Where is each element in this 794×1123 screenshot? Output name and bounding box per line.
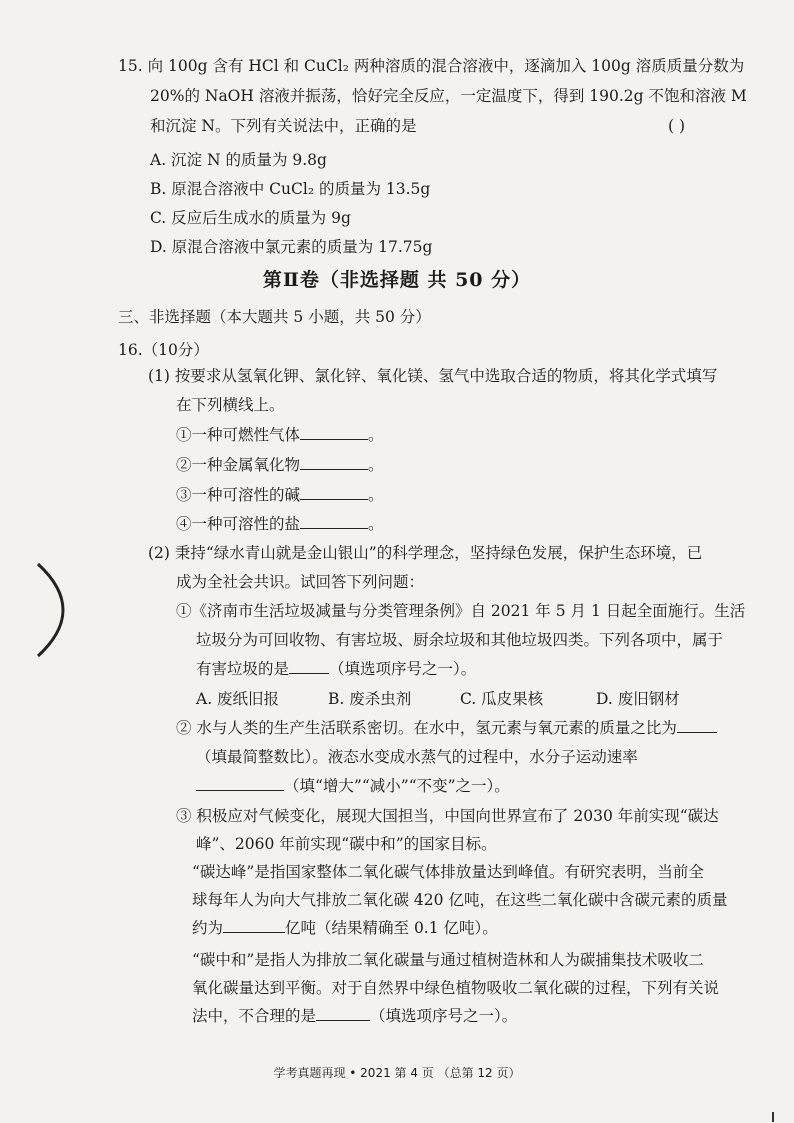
q16-s3-line8 — [192, 1006, 517, 1026]
q16-p1-line2: 在下列横线上。 — [176, 396, 285, 414]
q16-s1-line1: ①《济南市生活垃圾减量与分类管理条例》自 2021 年 5 月 1 日起全面施行。生活 — [176, 602, 746, 620]
answer-blank[interactable] — [300, 514, 368, 529]
period: 。 — [368, 486, 384, 504]
q16-p1-item2 — [176, 455, 384, 475]
q16-s3-line2: 峰”、2060 年前实现“碳中和”的国家目标。 — [196, 835, 497, 853]
q16-number: 16.（10分） — [118, 341, 209, 359]
q16-p2-line2: 成为全社会共识。试回答下列问题： — [176, 573, 425, 591]
s3-prompt-b: 法中，不合理的是 — [192, 1007, 317, 1025]
period: 。 — [368, 515, 384, 533]
q15-answer-paren: ( ) — [668, 117, 686, 135]
period: 。 — [368, 456, 384, 474]
s2-prompt: ② 水与人类的生产生活联系密切。在水中，氢元素与氧元素的质量之比为 — [176, 719, 677, 737]
answer-blank[interactable] — [223, 918, 285, 933]
part3-heading: 三、非选择题（本大题共 5 小题，共 50 分） — [118, 308, 431, 326]
edge-mark — [772, 1112, 774, 1122]
section-title: 第Ⅱ卷（非选择题 共 50 分） — [262, 269, 532, 291]
option-a: A. 废纸旧报 — [196, 690, 280, 708]
s2-instruction: （填“增大”“减小”“不变”之一）。 — [284, 777, 510, 795]
q15-option-c: C. 反应后生成水的质量为 9g — [150, 209, 351, 227]
answer-blank[interactable] — [289, 659, 329, 674]
q15-option-d: D. 原混合溶液中氯元素的质量为 17.75g — [150, 238, 433, 256]
option-c: C. 瓜皮果核 — [460, 690, 544, 708]
item-label: ④一种可溶性的盐 — [176, 515, 301, 533]
answer-blank[interactable] — [300, 425, 368, 440]
q15-option-a: A. 沉淀 N 的质量为 9.8g — [150, 151, 327, 169]
item-label: ③一种可溶性的碱 — [176, 486, 301, 504]
s1-instruction: （填选项序号之一）。 — [329, 660, 477, 678]
binding-arc-mark — [16, 560, 76, 660]
period: 。 — [368, 426, 384, 444]
s3-prompt-a: 约为 — [192, 919, 224, 937]
option-d: D. 废旧钢材 — [596, 690, 680, 708]
q15-option-b: B. 原混合溶液中 CuCl₂ 的质量为 13.5g — [150, 180, 431, 198]
q15-line3: 和沉淀 N。下列有关说法中，正确的是 — [150, 117, 417, 135]
answer-blank[interactable] — [300, 455, 368, 470]
q16-s2-line1 — [176, 718, 717, 738]
q16-p1-line1: (1) 按要求从氢氧化钾、氯化锌、氧化镁、氢气中选取合适的物质，将其化学式填写 — [148, 367, 718, 385]
q16-s3-line7: 氧化碳量达到平衡。对于自然界中绿色植物吸收二氧化碳的过程，下列有关说 — [192, 979, 720, 997]
item-label: ①一种可燃性气体 — [176, 426, 301, 444]
q16-s1-line2: 垃圾分为可回收物、有害垃圾、厨余垃圾和其他垃圾四类。下列各项中，属于 — [196, 631, 724, 649]
q16-s3-line3: “碳达峰”是指国家整体二氧化碳气体排放量达到峰值。有研究表明，当前全 — [192, 863, 704, 881]
answer-blank[interactable] — [196, 776, 284, 791]
q16-s3-line6: “碳中和”是指人为排放二氧化碳量与通过植树造林和人为碳捕集技术吸收二 — [192, 951, 704, 969]
option-b: B. 废杀虫剂 — [328, 690, 412, 708]
q16-p2-line1: (2) 秉持“绿水青山就是金山银山”的科学理念，坚持绿色发展，保护生态环境，已 — [148, 544, 703, 562]
q16-s2-line3 — [196, 776, 510, 796]
q16-s1-line3 — [196, 659, 476, 679]
s3-instruction: （填选项序号之一）。 — [370, 1007, 518, 1025]
q16-s3-line4: 球每年人为向大气排放二氧化碳 420 亿吨，在这些二氧化碳中含碳元素的质量 — [192, 891, 728, 909]
q16-s1-options — [196, 689, 680, 709]
item-label: ②一种金属氧化物 — [176, 456, 301, 474]
q15-line2: 20%的 NaOH 溶液并振荡，恰好完全反应，一定温度下，得到 190.2g 不饱和溶液 M — [150, 87, 747, 105]
s1-prompt: 有害垃圾的是 — [196, 660, 290, 678]
answer-blank[interactable] — [300, 485, 368, 500]
q16-s3-line1: ③ 积极应对气候变化，展现大国担当，中国向世界宣布了 2030 年前实现“碳达 — [176, 807, 719, 825]
answer-blank[interactable] — [677, 718, 717, 733]
q15-line1: 15. 向 100g 含有 HCl 和 CuCl₂ 两种溶质的混合溶液中，逐滴加入 100g 溶质质量分数为 — [118, 57, 745, 75]
s3-unit: 亿吨（结果精确至 0.1 亿吨）。 — [285, 919, 498, 937]
q16-s3-line5 — [192, 918, 498, 938]
answer-blank[interactable] — [316, 1006, 370, 1021]
page-footer: 学考真题再现 • 2021 第 4 页 （总第 12 页） — [273, 1066, 521, 1080]
q16-p1-item1 — [176, 425, 384, 445]
q16-s2-line2: （填最简整数比）。液态水变成水蒸气的过程中，水分子运动速率 — [196, 748, 638, 766]
q16-p1-item4 — [176, 514, 384, 534]
q16-p1-item3 — [176, 485, 384, 505]
